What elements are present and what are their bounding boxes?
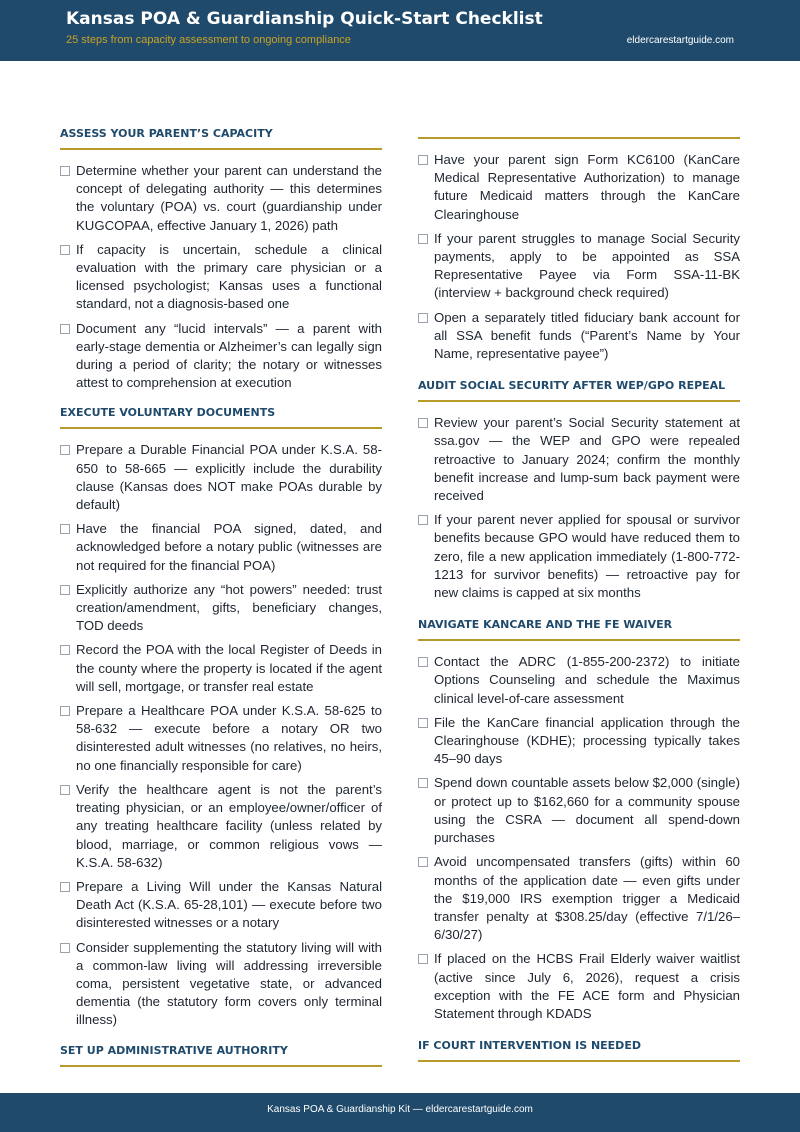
checkbox-icon[interactable] — [60, 706, 70, 716]
checkbox-icon[interactable] — [418, 778, 428, 788]
checkbox-icon[interactable] — [60, 166, 70, 176]
checklist-item — [60, 581, 382, 636]
checklist-item — [60, 520, 382, 575]
checklist-item-text: If your parent never applied for spousal or survivor benefits because GPO would have reduced them to zero, file a new application immediately (1-800-772-1213 for survivor benefits) — retroactive pay for new claims is capped at six months — [434, 512, 740, 601]
left-column — [60, 127, 382, 1067]
checklist-item — [418, 151, 740, 224]
checkbox-icon[interactable] — [60, 882, 70, 892]
checklist-item-text: Prepare a Healthcare POA under K.S.A. 58-625 to 58-632 — execute before a notary OR two disinterested adult witnesses (no relatives, no heirs, no one financially responsible for care) — [76, 703, 382, 773]
right-column — [418, 130, 740, 1062]
checkbox-icon[interactable] — [60, 445, 70, 455]
checklist-item — [418, 653, 740, 708]
checklist-item — [418, 714, 740, 769]
checklist-section — [418, 130, 740, 363]
checklist-item — [60, 781, 382, 872]
page-footer: Kansas POA & Guardianship Kit — eldercarestartguide.com — [0, 1093, 800, 1132]
checklist-item-text: Record the POA with the local Register of Deeds in the county where the property is located if the agent will sell, mortgage, or transfer real estate — [76, 642, 382, 694]
section-heading: EXECUTE VOLUNTARY DOCUMENTS — [60, 406, 382, 429]
checklist-item — [418, 853, 740, 944]
checklist-item-text: If your parent struggles to manage Social Security payments, apply to be appointed as SSA Representative Payee via Form SSA-11-BK (interview + background check required) — [434, 230, 740, 301]
checkbox-icon[interactable] — [60, 524, 70, 534]
checklist-item — [418, 950, 740, 1023]
header-site-link: eldercarestartguide.com — [626, 35, 734, 46]
checklist-item — [60, 162, 382, 235]
checklist-item — [60, 702, 382, 775]
checklist-item — [418, 309, 740, 364]
checkbox-icon[interactable] — [60, 245, 70, 255]
checklist-section — [60, 406, 382, 1029]
checkbox-icon[interactable] — [418, 515, 428, 525]
checkbox-icon[interactable] — [60, 645, 70, 655]
checklist-section — [418, 379, 740, 602]
page-header — [0, 0, 800, 61]
checkbox-icon[interactable] — [60, 943, 70, 953]
checklist-item-text: Open a separately titled fiduciary bank account for all SSA benefit funds (“Parent’s Name by Your Name, representative payee”) — [434, 309, 740, 362]
checklist-item — [418, 774, 740, 847]
checklist-item-text: Prepare a Durable Financial POA under K.S.A. 58-650 to 58-665 — explicitly include the durability clause (Kansas does NOT make POAs durable by default) — [76, 442, 382, 513]
section-heading: NAVIGATE KANCARE AND THE FE WAIVER — [418, 618, 740, 641]
checklist-item-text: Spend down countable assets below $2,000 (single) or protect up to $162,660 for a community spouse using the CSRA — document all spend-down purchases — [434, 775, 740, 846]
checklist-item-text: Determine whether your parent can understand the concept of delegating authority — this determines the voluntary (POA) vs. court (guardianship under KUGCOPAA, effective January 1, 2026) path — [76, 163, 382, 233]
checklist-section — [418, 618, 740, 1023]
checkbox-icon[interactable] — [60, 324, 70, 334]
checklist-item — [418, 414, 740, 505]
checkbox-icon[interactable] — [418, 657, 428, 667]
checklist-item — [60, 320, 382, 393]
checklist-item — [60, 441, 382, 514]
section-heading: AUDIT SOCIAL SECURITY AFTER WEP/GPO REPEAL — [418, 379, 740, 402]
checklist-item-text: Document any “lucid intervals” — a parent with early-stage dementia or Alzheimer’s can legally sign during a period of clarity; the notary or witnesses attest to comprehension at execution — [76, 320, 382, 391]
page-title: Kansas POA & Guardianship Quick-Start Checklist — [66, 9, 543, 29]
section-heading: SET UP ADMINISTRATIVE AUTHORITY — [60, 1044, 382, 1067]
checkbox-icon[interactable] — [418, 155, 428, 165]
checklist-item-text: Have your parent sign Form KC6100 (KanCare Medical Representative Authorization) to manage future Medicaid matters through the KanCare Clearinghouse — [434, 152, 740, 222]
checklist-item-text: Avoid uncompensated transfers (gifts) within 60 months of the application date — even gifts under the $19,000 IRS exemption trigger a Medicaid transfer penalty at $308.25/day (effective 7/1/26–6/30/27) — [434, 854, 740, 943]
section-heading: IF COURT INTERVENTION IS NEEDED — [418, 1039, 740, 1062]
checklist-item — [60, 241, 382, 314]
checklist-item-text: File the KanCare financial application through the Clearinghouse (KDHE); processing typically takes 45–90 days — [434, 714, 740, 767]
section-heading — [418, 130, 740, 139]
checklist-item-text: Review your parent’s Social Security statement at ssa.gov — the WEP and GPO were repealed retroactive to January 2024; confirm the monthly benefit increase and lump-sum back payment were received — [434, 415, 740, 504]
checklist-item-text: Contact the ADRC (1-855-200-2372) to initiate Options Counseling and schedule the Maximus clinical level-of-care assessment — [434, 654, 740, 706]
checklist-item-text: Have the financial POA signed, dated, and acknowledged before a notary public (witnesses are not required for the financial POA) — [76, 521, 382, 573]
checklist-item-text: Prepare a Living Will under the Kansas Natural Death Act (K.S.A. 65-28,101) — execute before two disinterested witnesses or a notary — [76, 878, 382, 931]
checklist-section — [60, 127, 382, 392]
checklist-item — [60, 641, 382, 696]
checkbox-icon[interactable] — [418, 718, 428, 728]
checklist-item — [60, 939, 382, 1030]
checklist-item — [418, 511, 740, 602]
checkbox-icon[interactable] — [418, 954, 428, 964]
checklist-item-text: Explicitly authorize any “hot powers” needed: trust creation/amendment, gifts, beneficiary changes, TOD deeds — [76, 581, 382, 634]
checklist-item-text: If placed on the HCBS Frail Elderly waiver waitlist (active since July 6, 2026), request a crisis exception with the FE ACE form and Physician Statement through KDADS — [434, 951, 740, 1021]
checkbox-icon[interactable] — [418, 418, 428, 428]
checklist-item-text: Consider supplementing the statutory living will with a common-law living will addressing irreversible coma, persistent vegetative state, or advanced dementia (the statutory form covers only terminal illness) — [76, 939, 382, 1028]
checkbox-icon[interactable] — [418, 313, 428, 323]
checklist-item — [60, 878, 382, 933]
checkbox-icon[interactable] — [418, 234, 428, 244]
checklist-item — [418, 230, 740, 303]
checkbox-icon[interactable] — [60, 785, 70, 795]
checkbox-icon[interactable] — [60, 585, 70, 595]
page-subtitle: 25 steps from capacity assessment to ongoing compliance — [66, 34, 351, 46]
checklist-item-text: Verify the healthcare agent is not the parent’s treating physician, or an employee/owner/officer of any treating healthcare facility (unless related by blood, marriage, or common religious vows — K.S.A. 58-632) — [76, 781, 382, 870]
checkbox-icon[interactable] — [418, 857, 428, 867]
section-heading: ASSESS YOUR PARENT’S CAPACITY — [60, 127, 382, 150]
checklist-item-text: If capacity is uncertain, schedule a clinical evaluation with the primary care physician or a licensed psychologist; Kansas uses a functional standard, not a diagnosis-based one — [76, 241, 382, 312]
